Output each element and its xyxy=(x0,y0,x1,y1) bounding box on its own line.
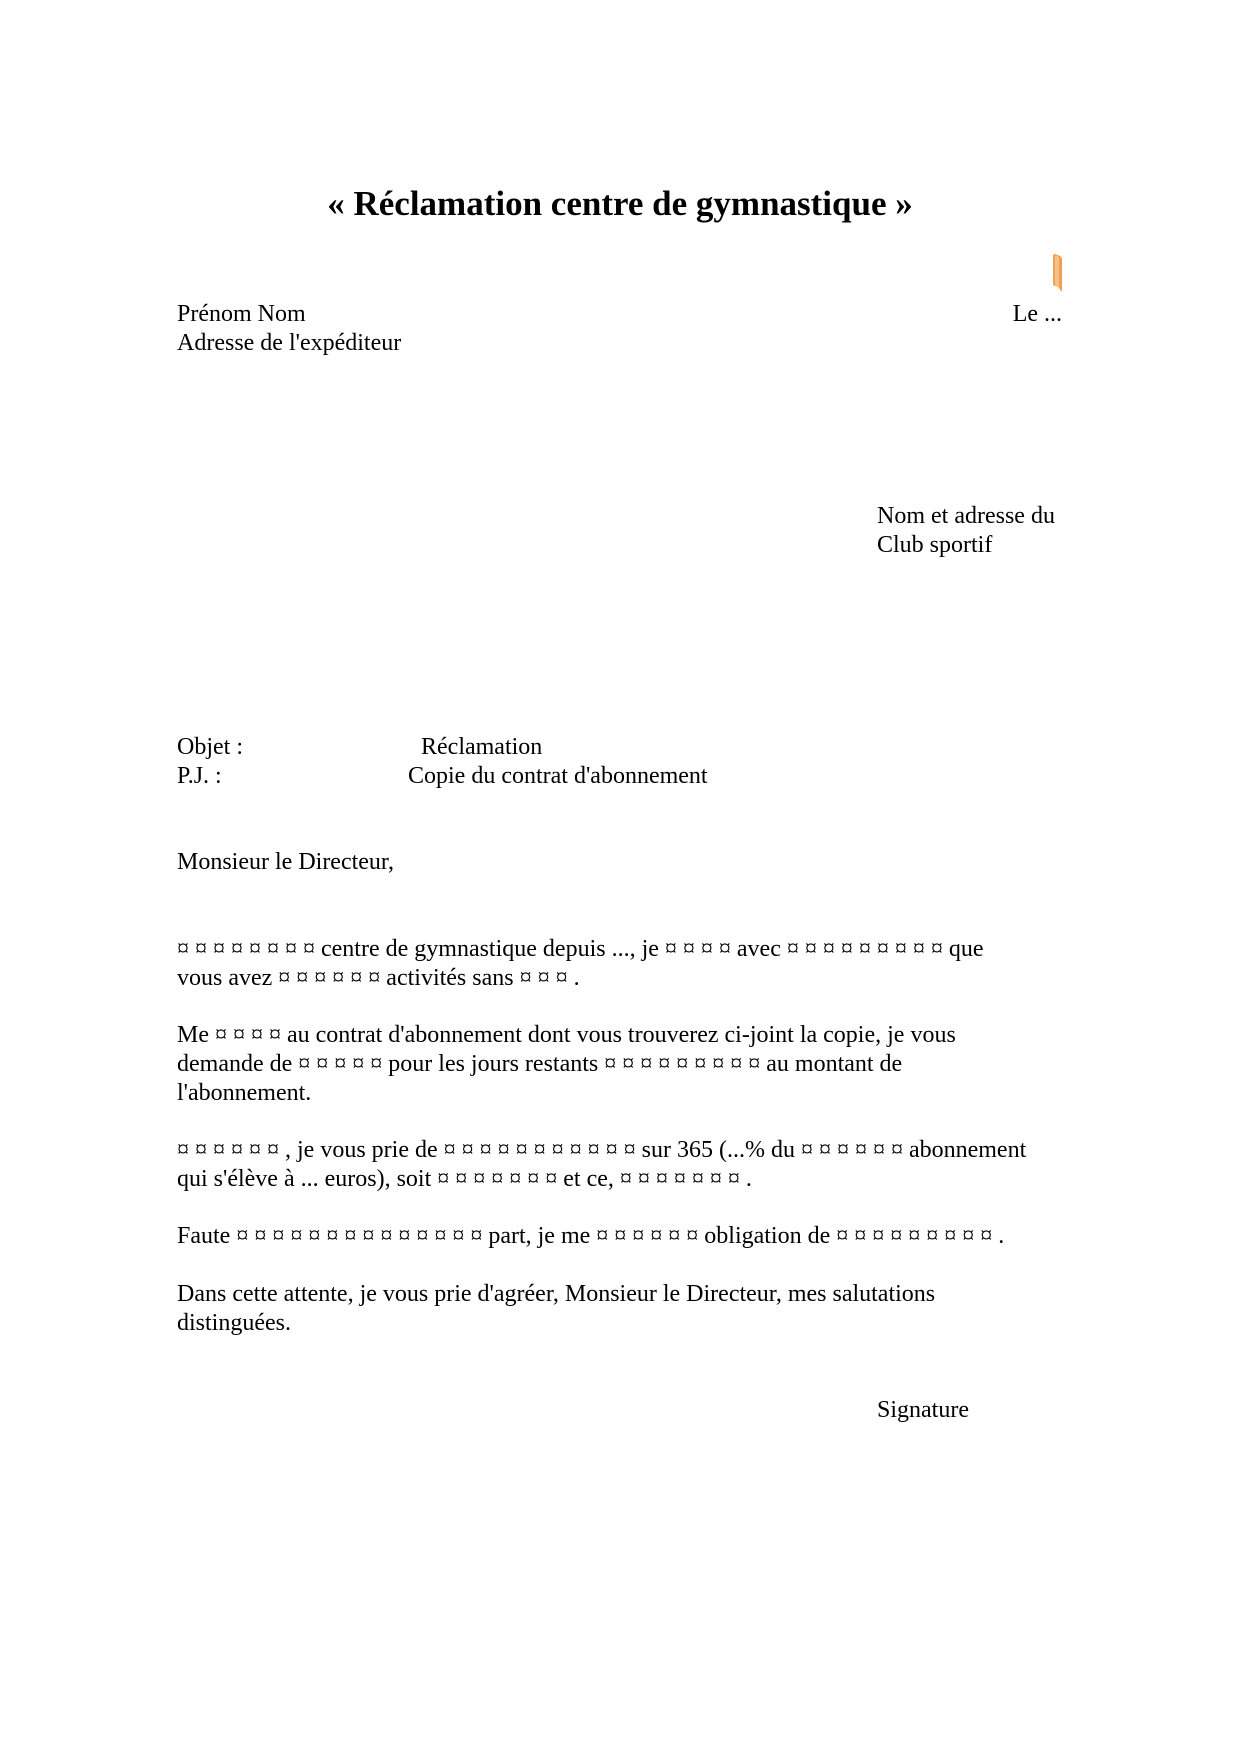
paragraph-5-line-1: Dans cette attente, je vous prie d'agréer, Monsieur le Directeur, mes salutations xyxy=(177,1281,936,1307)
sender-address: Adresse de l'expéditeur xyxy=(177,330,402,356)
paragraph-2 xyxy=(177,1021,1077,1108)
bookmark-icon xyxy=(1052,254,1062,292)
paragraph-2-line-2: demande de ¤ ¤ ¤ ¤ ¤ pour les jours restants ¤ ¤ ¤ ¤ ¤ ¤ ¤ ¤ ¤ au montant de xyxy=(177,1051,903,1077)
paragraph-1-line-2: vous avez ¤ ¤ ¤ ¤ ¤ ¤ activités sans ¤ ¤ ¤ . xyxy=(177,965,580,991)
sender-name: Prénom Nom xyxy=(177,301,306,327)
letter-date: Le ... xyxy=(1012,301,1062,327)
attachment-label: P.J. : xyxy=(177,763,222,789)
attachment-value: Copie du contrat d'abonnement xyxy=(408,763,708,789)
paragraph-2-line-3: l'abonnement. xyxy=(177,1080,312,1106)
paragraph-1 xyxy=(177,935,1077,993)
signature: Signature xyxy=(877,1397,969,1423)
paragraph-3-line-2: qui s'élève à ... euros), soit ¤ ¤ ¤ ¤ ¤ ¤ ¤ et ce, ¤ ¤ ¤ ¤ ¤ ¤ ¤ . xyxy=(177,1166,752,1192)
paragraph-4-line-1: Faute ¤ ¤ ¤ ¤ ¤ ¤ ¤ ¤ ¤ ¤ ¤ ¤ ¤ ¤ part, je me ¤ ¤ ¤ ¤ ¤ ¤ obligation de ¤ ¤ ¤ ¤ ¤ ¤ ¤ ¤ ¤ . xyxy=(177,1223,1005,1249)
paragraph-1-line-1: ¤ ¤ ¤ ¤ ¤ ¤ ¤ ¤ centre de gymnastique depuis ..., je ¤ ¤ ¤ ¤ avec ¤ ¤ ¤ ¤ ¤ ¤ ¤ ¤ ¤ que xyxy=(177,936,984,962)
paragraph-5-line-2: distinguées. xyxy=(177,1310,291,1336)
object-label: Objet : xyxy=(177,734,243,760)
paragraph-3-line-1: ¤ ¤ ¤ ¤ ¤ ¤ , je vous prie de ¤ ¤ ¤ ¤ ¤ ¤ ¤ ¤ ¤ ¤ ¤ sur 365 (...% du ¤ ¤ ¤ ¤ ¤ ¤ abonnement xyxy=(177,1137,1027,1163)
bookmark-highlight xyxy=(1055,255,1059,288)
recipient-line-1: Nom et adresse du xyxy=(877,503,1055,529)
paragraph-2-line-1: Me ¤ ¤ ¤ ¤ au contrat d'abonnement dont vous trouverez ci-joint la copie, je vous xyxy=(177,1022,956,1048)
recipient-line-2: Club sportif xyxy=(877,532,993,558)
object-value: Réclamation xyxy=(421,734,543,760)
paragraph-3 xyxy=(177,1136,1077,1194)
paragraph-5 xyxy=(177,1280,1077,1338)
document-title: « Réclamation centre de gymnastique » xyxy=(327,184,913,223)
paragraph-4 xyxy=(177,1222,1077,1251)
salutation: Monsieur le Directeur, xyxy=(177,849,394,875)
